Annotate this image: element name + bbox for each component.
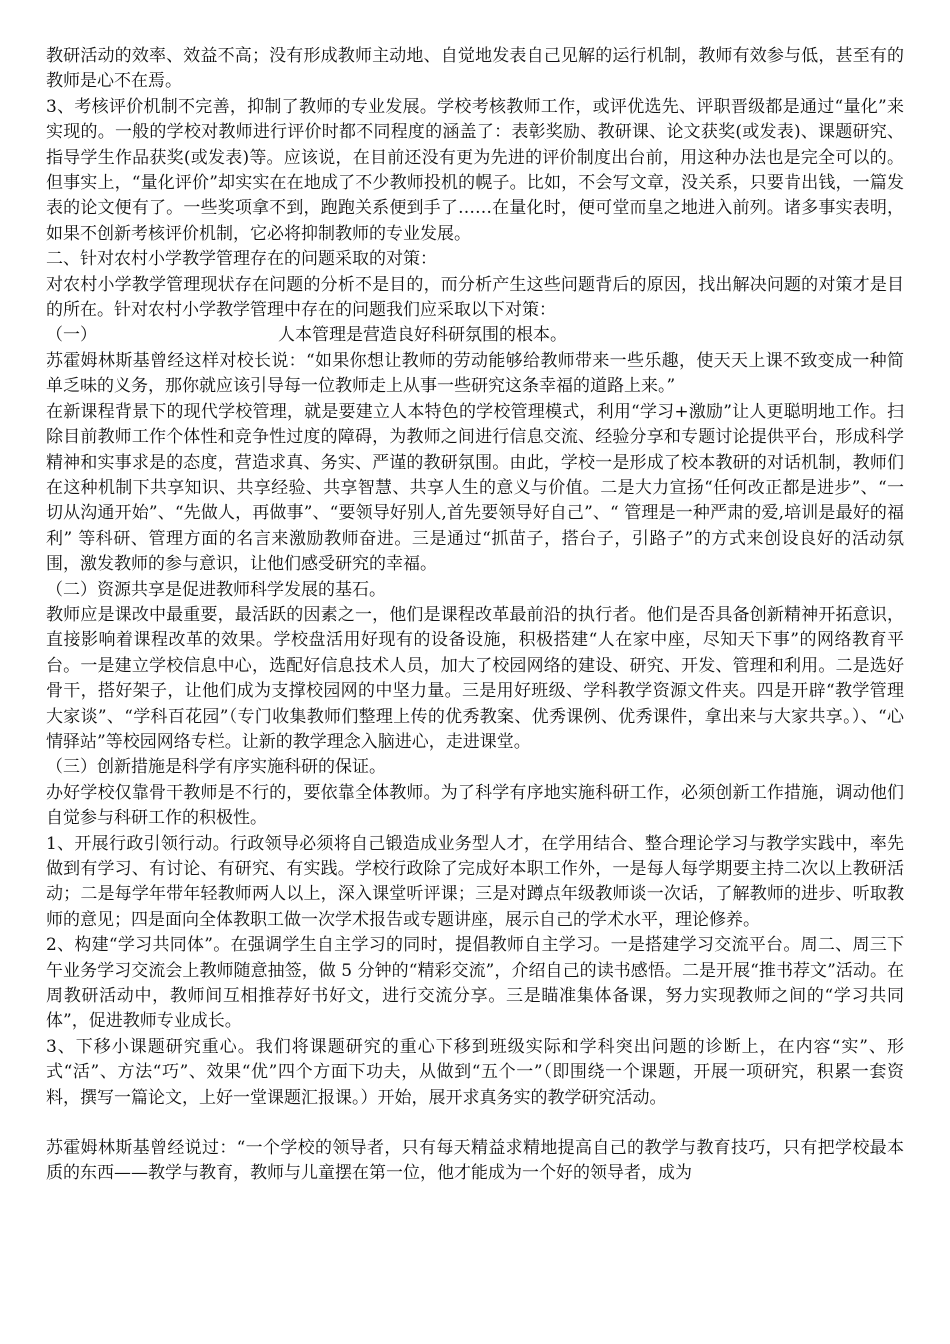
paragraph: 3、考核评价机制不完善，抑制了教师的专业发展。学校考核教师工作，或评优选先、评职晋级都是通过“量化”来实现的。一般的学校对教师进行评价时都不同程度的涵盖了：表彰奖励、教研课、论文获奖(或发表)、课题研究、指导学生作品获奖(或发表)等。应该说，在目前还没有更为先进的评价制度出台前，用这种办法也是完全可以的。但事实上，“量化评价”却实实在在地成了不少教师投机的幌子。比如，不会写文章，没关系，只要肯出钱，一篇发表的论文便有了。一些奖项拿不到，跑跑关系便到手了……在量化时，便可堂而皇之地进入前列。诸多事实表明，如果不创新考核评价机制，它必将抑制教师的专业发展。 xyxy=(46,96,904,244)
paragraph: 苏霍姆林斯基曾经这样对校长说：“如果你想让教师的劳动能够给教师带来一些乐趣，使天天上课不致变成一种简单乏味的义务，那你就应该引导每一位教师走上从事一些研究这条幸福的道路上来。” xyxy=(46,350,904,397)
paragraph: 1、开展行政引领行动。行政领导必须将自己锻造成业务型人才，在学用结合、整合理论学习与教学实践中，率先做到有学习、有讨论、有研究、有实践。学校行政除了完成好本职工作外，一是每人每学期要主持二次以上教研活动；二是每学年带年轻教师两人以上，深入课堂听评课；三是对蹲点年级教师谈一次话，了解教师的进步、听取教师的意见；四是面向全体教职工做一次学术报告或专题讲座，展示自己的学术水平，理论修养。 xyxy=(46,833,904,930)
blank-line xyxy=(46,1111,904,1136)
subheading-number: （一） xyxy=(46,325,97,346)
paragraph: 对农村小学教学管理现状存在问题的分析不是目的，而分析产生这些问题背后的原因，找出解决问题的对策才是目的所在。针对农村小学教学管理中存在的问题我们应采取以下对策： xyxy=(46,274,904,321)
paragraph: 3、下移小课题研究重心。我们将课题研究的重心下移到班级实际和学科突出问题的诊断上，在内容“实”、形式“活”、方法“巧”、效果“优”四个方面下功夫，从做到“五个一”（即围绕一个课题，开展一项研究，积累一套资料，撰写一篇论文，上好一堂课题汇报课。）开始，展开求真务实的教学研究活动。 xyxy=(46,1036,904,1108)
section-heading: 二、针对农村小学教学管理存在的问题采取的对策： xyxy=(46,249,437,270)
paragraph: 教师应是课改中最重要，最活跃的因素之一，他们是课程改革最前沿的执行者。他们是否具备创新精神开拓意识，直接影响着课程改革的效果。学校盘活用好现有的设备设施，积极搭建“人在家中座，尽知天下事”的网络教育平台。一是建立学校信息中心，选配好信息技术人员，加大了校园网络的建设、研究、开发、管理和利用。二是选好骨干，搭好架子，让他们成为支撑校园网的中坚力量。三是用好班级、学科教学资源文件夹。四是开辟“教学管理大家谈”、“学科百花园”（专门收集教师们整理上传的优秀教案、优秀课例、优秀课件，拿出来与大家共享。）、“心情驿站”等校园网络专栏。让新的教学理念入脑进心，走进课堂。 xyxy=(46,604,904,752)
subheading-3: （三）创新措施是科学有序实施科研的保证。 xyxy=(46,757,386,778)
subheading-2: （二）资源共享是促进教师科学发展的基石。 xyxy=(46,579,386,600)
subheading-1 xyxy=(46,323,904,348)
paragraph: 在新课程背景下的现代学校管理，就是要建立人本特色的学校管理模式，利用“学习+激励”让人更聪明地工作。扫除目前教师工作个体性和竞争性过度的障碍，为教师之间进行信息交流、经验分享和专题讨论提供平台，形成科学精神和实事求是的态度，营造求真、务实、严谨的教研氛围。由此，学校一是形成了校本教研的对话机制，教师们在这种机制下共享知识、共享经验、共享智慧、共享人生的意义与价值。二是大力宣扬“任何改正都是进步”、“一切从沟通开始”、“先做人，再做事”、“要领导好别人,首先要领导好自己”、“ 管理是一种严肃的爱,培训是最好的福利” 等科研、管理方面的名言来激励教师奋进。三是通过“抓苗子，搭台子，引路子”的方式来创设良好的活动氛围，激发教师的参与意识，让他们感受研究的幸福。 xyxy=(46,401,904,575)
paragraph: 办好学校仅靠骨干教师是不行的，要依靠全体教师。为了科学有序地实施科研工作，必须创新工作措施，调动他们自觉参与科研工作的积极性。 xyxy=(46,782,904,829)
paragraph: 苏霍姆林斯基曾经说过：“一个学校的领导者，只有每天精益求精地提高自己的教学与教育技巧，只有把学校最本质的东西——教学与教育，教师与儿童摆在第一位，他才能成为一个好的领导者，成为 xyxy=(46,1138,904,1184)
paragraph: 2、构建“学习共同体”。在强调学生自主学习的同时，提倡教师自主学习。一是搭建学习交流平台。周二、周三下午业务学习交流会上教师随意抽签，做 5 分钟的“精彩交流”，介绍自己的读书感悟。二是开展“推书荐文”活动。在周教研活动中，教师间互相推荐好书好文，进行交流分享。三是瞄准集体备课，努力实现教师之间的“学习共同体”，促进教师专业成长。 xyxy=(46,935,904,1032)
paragraph: 教研活动的效率、效益不高；没有形成教师主动地、自觉地发表自己见解的运行机制，教师有效参与低，甚至有的教师是心不在焉。 xyxy=(46,46,904,92)
subheading-text: 人本管理是营造良好科研氛围的根本。 xyxy=(278,325,567,346)
